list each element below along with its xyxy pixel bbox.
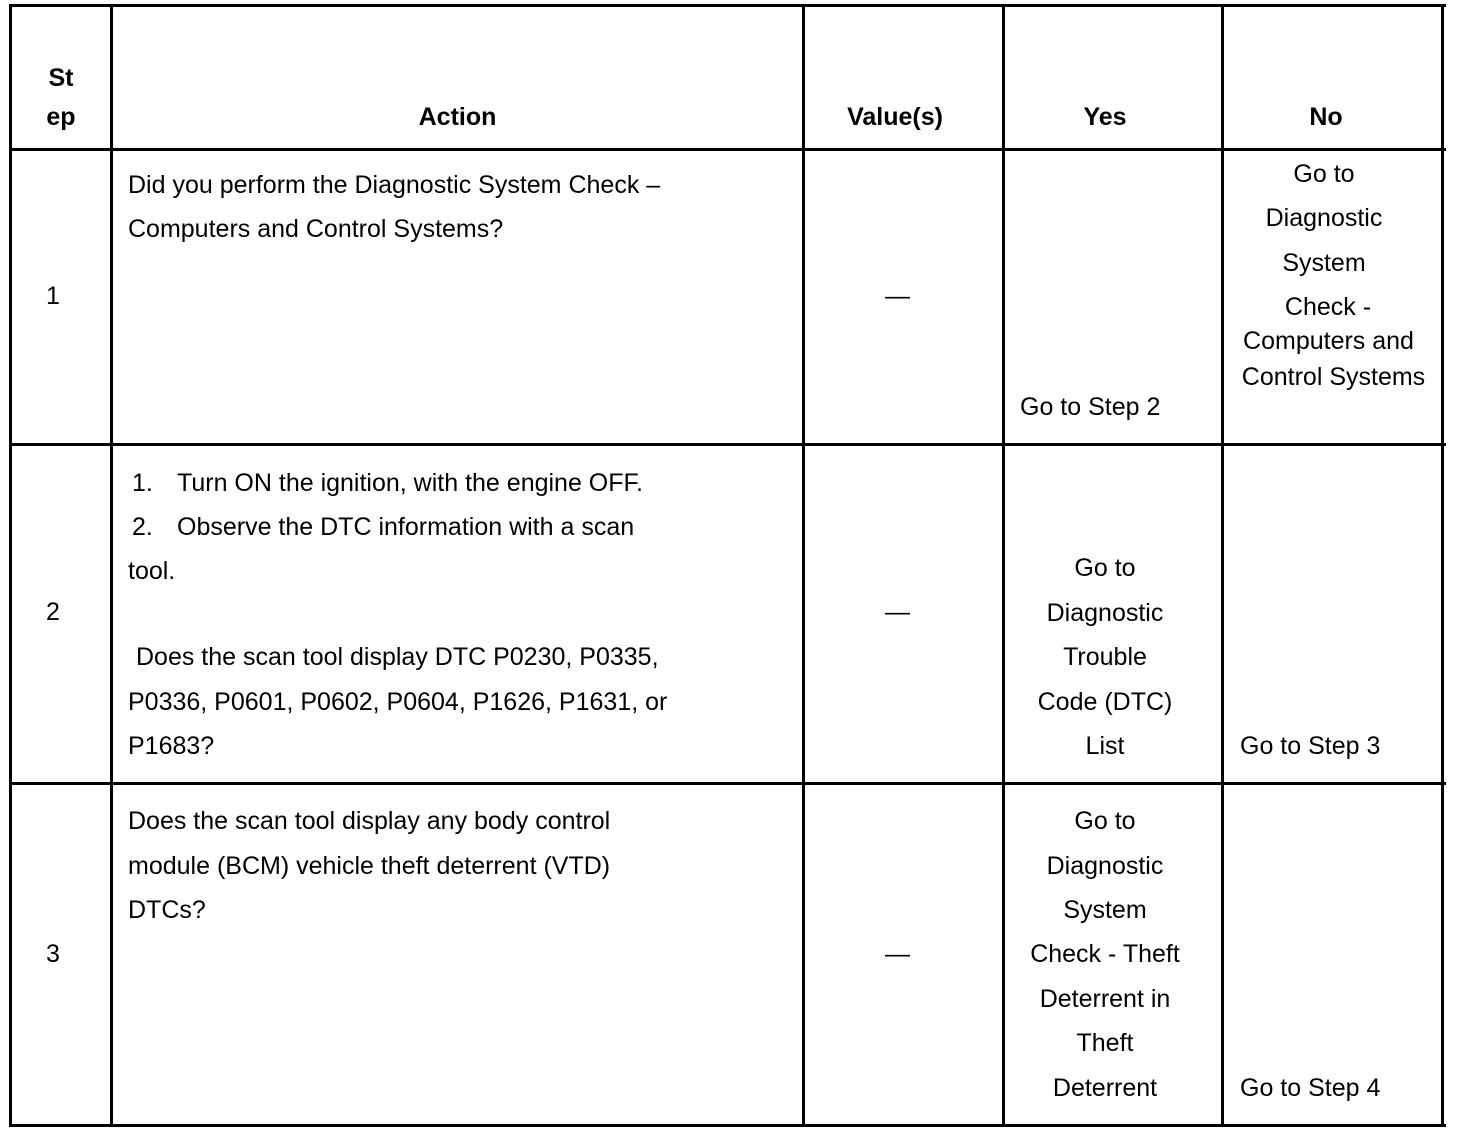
step-number: 1 bbox=[46, 282, 60, 310]
no-text-line: Check - bbox=[1284, 293, 1372, 321]
no-text-line: Computers and bbox=[1243, 327, 1414, 355]
action-list-text: Observe the DTC information with a scan bbox=[177, 513, 635, 541]
action-text-line: module (BCM) vehicle theft deterrent (VTD) bbox=[128, 852, 611, 880]
no-go-to-step-4: Go to Step 4 bbox=[1240, 1074, 1381, 1102]
step-number: 2 bbox=[46, 598, 60, 626]
action-question-line: P0336, P0601, P0602, P0604, P1626, P1631, or bbox=[128, 688, 668, 716]
yes-text-line: Diagnostic bbox=[1046, 852, 1164, 880]
yes-text-line: Code (DTC) bbox=[1037, 688, 1173, 716]
yes-text-line: Check - Theft bbox=[1030, 940, 1180, 968]
action-question-line: Does the scan tool display DTC P0230, P0335, bbox=[136, 643, 659, 671]
no-text-line: Control Systems bbox=[1241, 363, 1426, 391]
yes-text-line: Trouble bbox=[1063, 643, 1147, 671]
header-action: Action bbox=[418, 103, 497, 131]
yes-text-line: System bbox=[1063, 896, 1147, 924]
row-divider bbox=[9, 443, 1446, 446]
row-divider bbox=[9, 782, 1446, 785]
action-list-number: 2. bbox=[132, 513, 153, 541]
no-text-line: System bbox=[1282, 249, 1366, 277]
action-list-number: 1. bbox=[132, 469, 153, 497]
action-text-line: tool. bbox=[128, 557, 176, 585]
action-text-line: Does the scan tool display any body control bbox=[128, 807, 611, 835]
table-border-top bbox=[9, 4, 1446, 7]
yes-go-to-step-2: Go to Step 2 bbox=[1020, 393, 1161, 421]
header-yes: Yes bbox=[1083, 103, 1127, 131]
no-text-line: Diagnostic bbox=[1265, 204, 1383, 232]
yes-text-line: Go to bbox=[1074, 554, 1136, 582]
header-no: No bbox=[1309, 103, 1343, 131]
yes-text-line: Deterrent in bbox=[1039, 985, 1171, 1013]
value-cell: — bbox=[885, 940, 910, 968]
step-number: 3 bbox=[46, 940, 60, 968]
header-divider bbox=[9, 148, 1446, 151]
no-text-line: Go to bbox=[1293, 160, 1355, 188]
table-border-bottom bbox=[9, 1124, 1446, 1127]
column-divider bbox=[110, 4, 113, 1127]
action-text-line: DTCs? bbox=[128, 896, 206, 924]
value-cell: — bbox=[885, 598, 910, 626]
table-border-right bbox=[1441, 4, 1444, 1127]
header-step-line1: St bbox=[48, 64, 74, 92]
yes-text-line: Go to bbox=[1074, 807, 1136, 835]
yes-text-line: Diagnostic bbox=[1046, 599, 1164, 627]
action-list-text: Turn ON the ignition, with the engine OFF. bbox=[177, 469, 643, 497]
action-text-line: Did you perform the Diagnostic System Check – bbox=[128, 171, 661, 199]
yes-text-line: Deterrent bbox=[1052, 1074, 1158, 1102]
header-step-line2: ep bbox=[46, 103, 76, 131]
header-values: Value(s) bbox=[847, 103, 943, 131]
value-cell: — bbox=[885, 282, 910, 310]
action-question-line: P1683? bbox=[128, 732, 215, 760]
action-text-line: Computers and Control Systems? bbox=[128, 215, 504, 243]
no-go-to-step-3: Go to Step 3 bbox=[1240, 732, 1381, 760]
yes-text-line: Theft bbox=[1076, 1029, 1134, 1057]
yes-text-line: List bbox=[1085, 732, 1125, 760]
